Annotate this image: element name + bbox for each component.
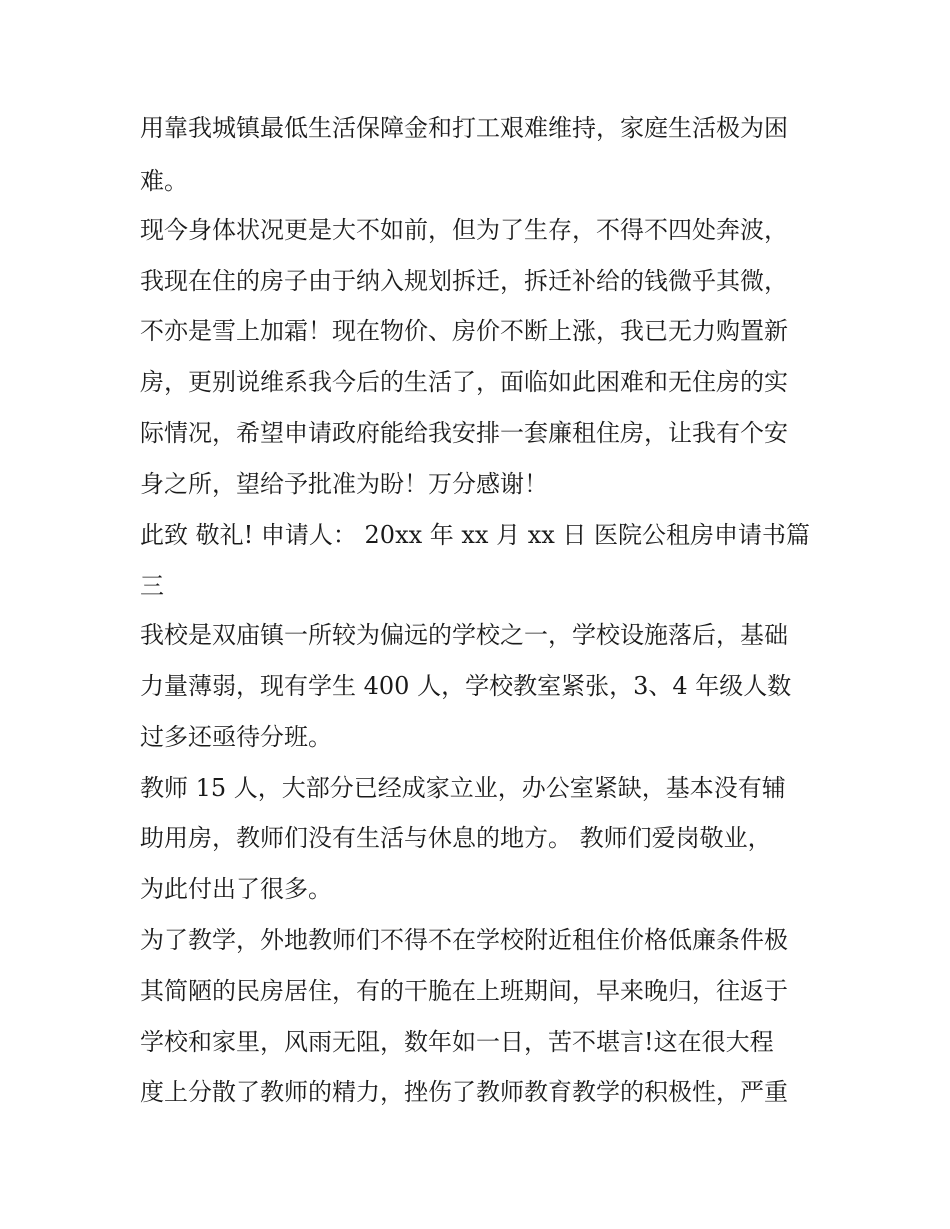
text-line: 力量薄弱，现有学生 400 人，学校教室紧张，3、4 年级人数 (140, 672, 792, 700)
text-line: 用靠我城镇最低生活保障金和打工艰难维持，家庭生活极为困 (140, 114, 788, 142)
text-line: 其简陋的民房居住，有的干脆在上班期间，早来晚归，往返于 (140, 977, 788, 1005)
text-line: 学校和家里，风雨无阻，数年如一日，苦不堪言!这在很大程 (140, 1028, 774, 1056)
text-line: 教师 15 人，大部分已经成家立业，办公室紧缺，基本没有辅 (140, 774, 786, 802)
text-line: 度上分散了教师的精力，挫伤了教师教育教学的积极性，严重 (140, 1078, 788, 1106)
text-line: 此致 敬礼! 申请人： 20xx 年 xx 月 xx 日 医院公租房申请书篇 (140, 521, 811, 549)
text-line: 房，更别说维系我今后的生活了，面临如此困难和无住房的实 (140, 368, 788, 396)
text-line: 我现在住的房子由于纳入规划拆迁，拆迁补给的钱微乎其微， (140, 267, 788, 295)
text-line: 为了教学，外地教师们不得不在学校附近租住价格低廉条件极 (140, 926, 788, 954)
text-line: 三 (140, 572, 164, 600)
text-line: 助用房，教师们没有生活与休息的地方。 教师们爱岗敬业， (140, 824, 772, 852)
text-line: 过多还亟待分班。 (140, 723, 332, 751)
text-line: 难。 (140, 167, 188, 195)
text-line: 身之所，望给予批准为盼！万分感谢！ (140, 470, 548, 498)
text-line: 现今身体状况更是大不如前，但为了生存，不得不四处奔波， (140, 216, 788, 244)
text-line: 为此付出了很多。 (140, 875, 332, 903)
text-line: 不亦是雪上加霜！现在物价、房价不断上涨，我已无力购置新 (140, 317, 788, 345)
text-line: 际情况，希望申请政府能给我安排一套廉租住房，让我有个安 (140, 419, 788, 447)
text-line: 我校是双庙镇一所较为偏远的学校之一，学校设施落后，基础 (140, 621, 788, 649)
